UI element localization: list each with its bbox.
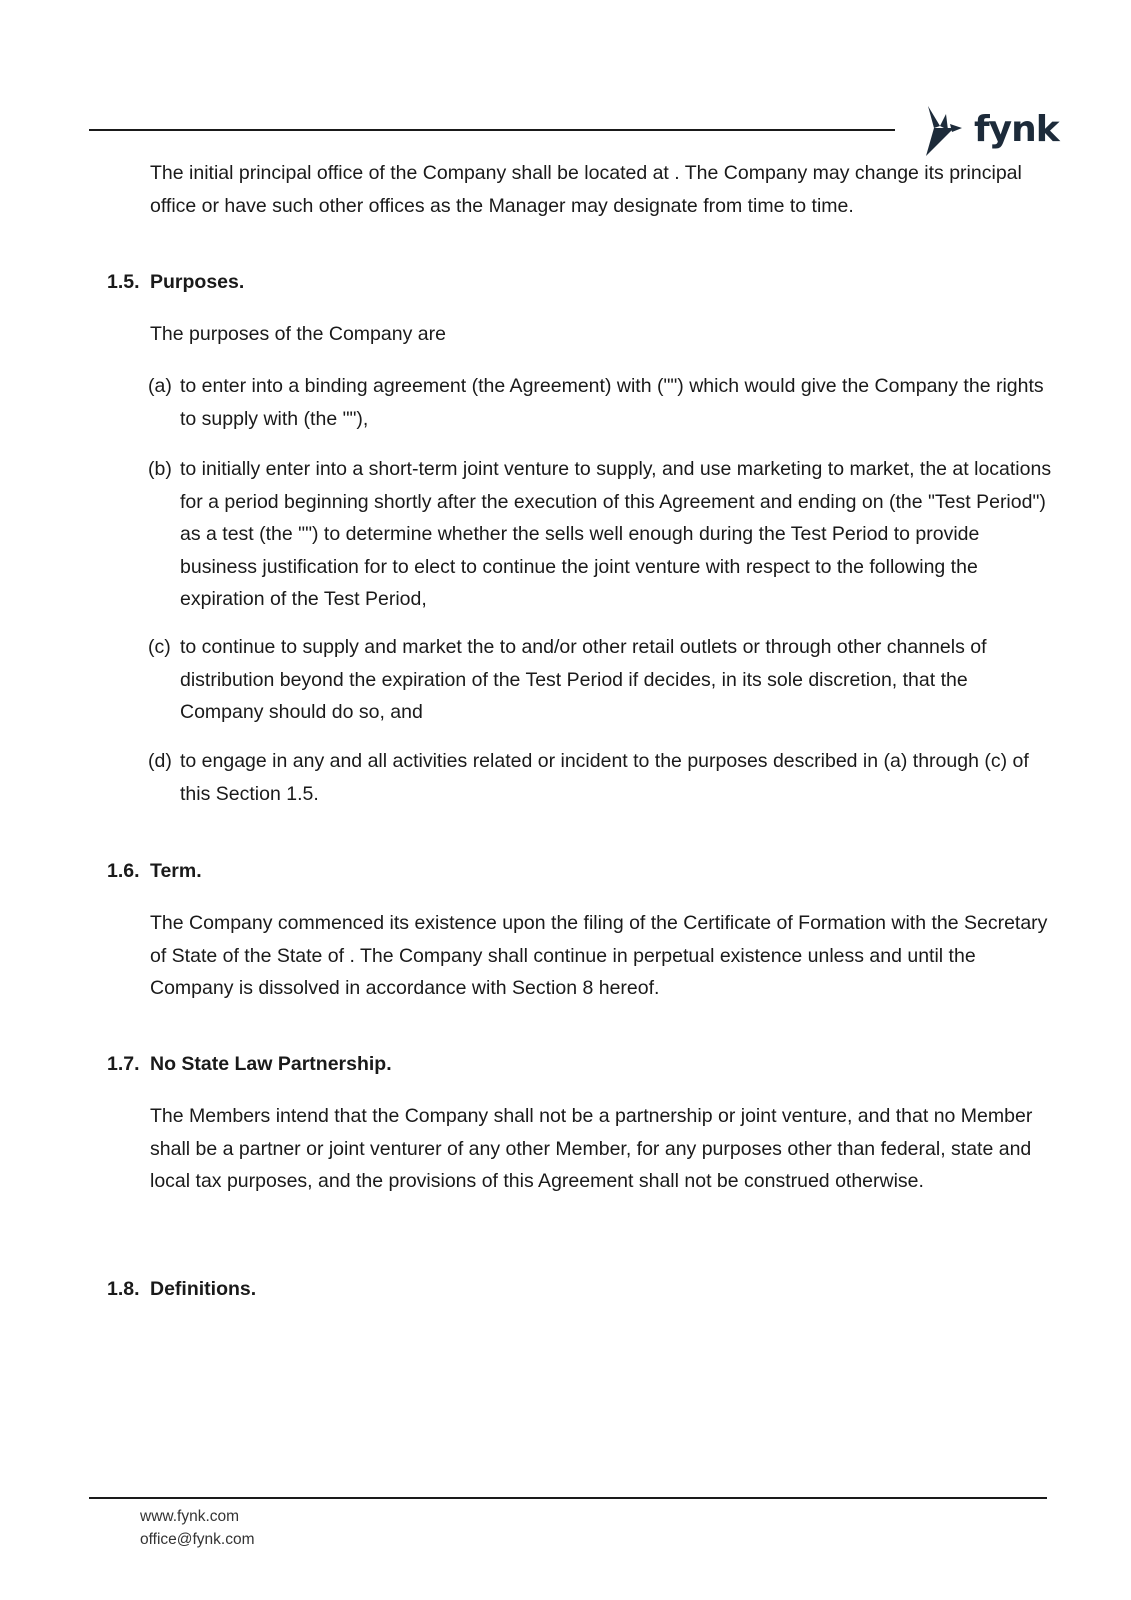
- intro-paragraph: The initial principal office of the Company shall be located at . The Company may change its principal office or have such other offices as the Manager may designate from time to time.: [150, 162, 1022, 217]
- section-heading-1-7: [107, 1048, 392, 1080]
- section-number: 1.5.: [107, 271, 140, 293]
- list-marker: (c): [148, 636, 171, 658]
- section-title: No State Law Partnership.: [150, 1053, 392, 1075]
- list-item-text: to enter into a binding agreement (the Agreement) with ("") which would give the Company the rights to supply with (the ""),: [180, 375, 1044, 430]
- section-heading-1-6: [107, 855, 202, 887]
- purposes-lead: The purposes of the Company are: [150, 323, 446, 345]
- list-item-text: to continue to supply and market the to and/or other retail outlets or through other channels of distribution beyond the expiration of the Test Period if decides, in its sole discretion, that the Company should do so, and: [180, 636, 987, 723]
- logo-wordmark: fynk: [974, 108, 1059, 150]
- list-item: [148, 631, 1053, 729]
- bird-logo-icon: [920, 104, 970, 160]
- list-marker: (d): [148, 750, 172, 772]
- section-heading-1-5: [107, 266, 244, 298]
- footer-email: office@fynk.com: [140, 1531, 255, 1548]
- list-item: [148, 745, 1053, 810]
- footer-divider: [89, 1497, 1047, 1499]
- term-paragraph: The Company commenced its existence upon the filing of the Certificate of Formation with the Secretary of State of the State of . The Company shall continue in perpetual existence unless and until the Company is dissolved in accordance with Section 8 hereof.: [150, 912, 1048, 999]
- section-title: Purposes.: [150, 271, 245, 293]
- section-number: 1.7.: [107, 1053, 140, 1075]
- section-title: Definitions.: [150, 1278, 257, 1300]
- section-number: 1.8.: [107, 1278, 140, 1300]
- list-marker: (b): [148, 458, 172, 480]
- header-divider: [89, 129, 895, 131]
- section-number: 1.6.: [107, 860, 140, 882]
- footer-website: www.fynk.com: [140, 1508, 240, 1525]
- list-item: [148, 453, 1053, 616]
- section-title: Term.: [150, 860, 202, 882]
- list-item: [148, 370, 1053, 435]
- partnership-paragraph: The Members intend that the Company shall not be a partnership or joint venture, and that no Member shall be a partner or joint venturer of any other Member, for any purposes other than federal, state and local tax purposes, and the provisions of this Agreement shall not be construed otherwise.: [150, 1105, 1033, 1192]
- section-heading-1-8: [107, 1273, 256, 1305]
- list-item-text: to initially enter into a short-term joint venture to supply, and use marketing to market, the at locations for a period beginning shortly after the execution of this Agreement and ending on (the "Test Period") as a test (the "") to determine whether the sells well enough during the Test Period to provide business justification for to elect to continue the joint venture with respect to the following the expiration of the Test Period,: [180, 458, 1052, 610]
- list-marker: (a): [148, 375, 172, 397]
- fynk-logo: [920, 104, 1059, 160]
- list-item-text: to engage in any and all activities related or incident to the purposes described in (a) through (c) of this Section 1.5.: [180, 750, 1029, 805]
